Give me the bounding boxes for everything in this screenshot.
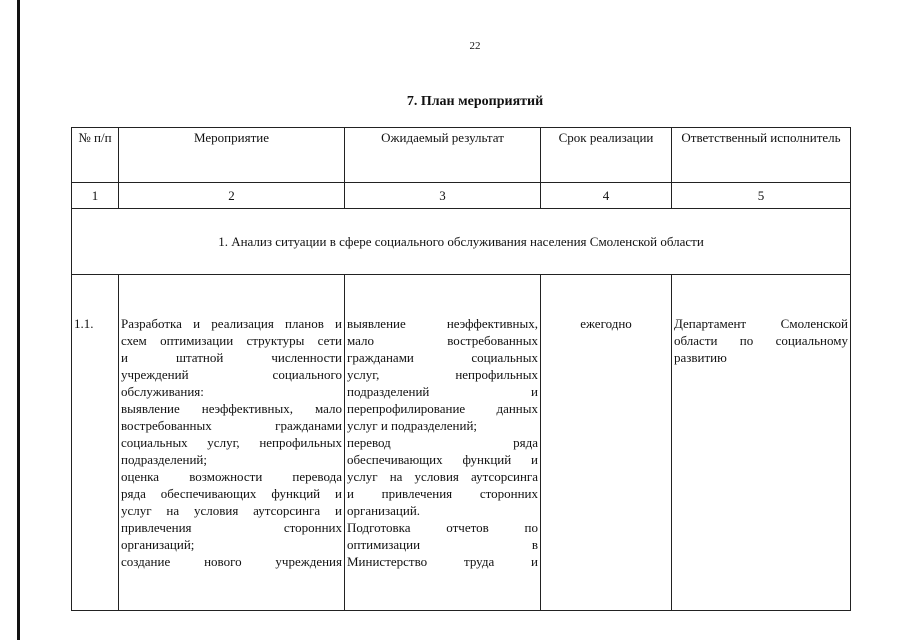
section-title: 1. Анализ ситуации в сфере социального обслуживания населения Смоленской области [72,209,851,275]
cell-line: социальных услуг, непрофильных [121,435,342,450]
column-number: 1 [72,183,119,209]
cell-line: обслуживания: [121,384,204,399]
row-result [345,275,541,611]
cell-line: привлечения сторонних [121,520,342,535]
header-activity: Мероприятие [119,128,345,183]
cell-line: выявление неэффективных, [347,316,538,331]
row-responsible [672,275,851,611]
cell-line: обеспечивающих функций и [347,452,538,467]
header-result: Ожидаемый результат [345,128,541,183]
cell-line: Департамент Смоленской [674,316,848,331]
cell-line: услуг на условия аутсорсинга и [121,503,342,518]
document-title: 7. План мероприятий [406,94,544,109]
cell-line: перевод ряда [347,435,538,450]
cell-line: развитию [674,350,727,365]
header-row [72,128,851,183]
cell-line: востребованных гражданами [121,418,342,433]
cell-line: оценка возможности перевода [121,469,342,484]
column-number: 5 [672,183,851,209]
cell-line: оптимизации в [347,537,538,552]
cell-line: создание нового учреждения [121,554,342,569]
cell-line: организаций; [121,537,195,552]
cell-line: мало востребованных [347,333,538,348]
cell-line: и штатной численности [121,350,342,365]
cell-line: перепрофилирование данных [347,401,538,416]
column-number: 3 [345,183,541,209]
cell-line: Министерство труда и [347,554,538,569]
plan-table [71,127,851,611]
cell-line: подразделений; [121,452,207,467]
header-responsible: Ответственный исполнитель [672,128,851,183]
cell-line: услуг и подразделений; [347,418,478,433]
header-term: Срок реализации [541,128,672,183]
cell-line: Подготовка отчетов по [347,520,538,535]
cell-line: ряда обеспечивающих функций и [121,486,342,501]
row-activity [119,275,345,611]
cell-line: гражданами социальных [347,350,538,365]
column-number: 4 [541,183,672,209]
row-term: ежегодно [541,275,672,611]
section-row [72,209,851,275]
table-row [72,275,851,611]
row-number: 1.1. [72,275,119,611]
cell-line: выявление неэффективных, мало [121,401,342,416]
column-number: 2 [119,183,345,209]
header-number: № п/п [72,128,119,183]
page-number: 22 [469,40,481,52]
cell-line: и привлечения сторонних [347,486,538,501]
cell-line: схем оптимизации структуры сети [121,333,342,348]
cell-line: организаций. [347,503,421,518]
column-number-row [72,183,851,209]
cell-line: учреждений социального [121,367,342,382]
cell-line: услуг на условия аутсорсинга [347,469,538,484]
cell-line: услуг, непрофильных [347,367,538,382]
cell-line: подразделений и [347,384,538,399]
cell-line: области по социальному [674,333,848,348]
cell-line: Разработка и реализация планов и [121,316,342,331]
